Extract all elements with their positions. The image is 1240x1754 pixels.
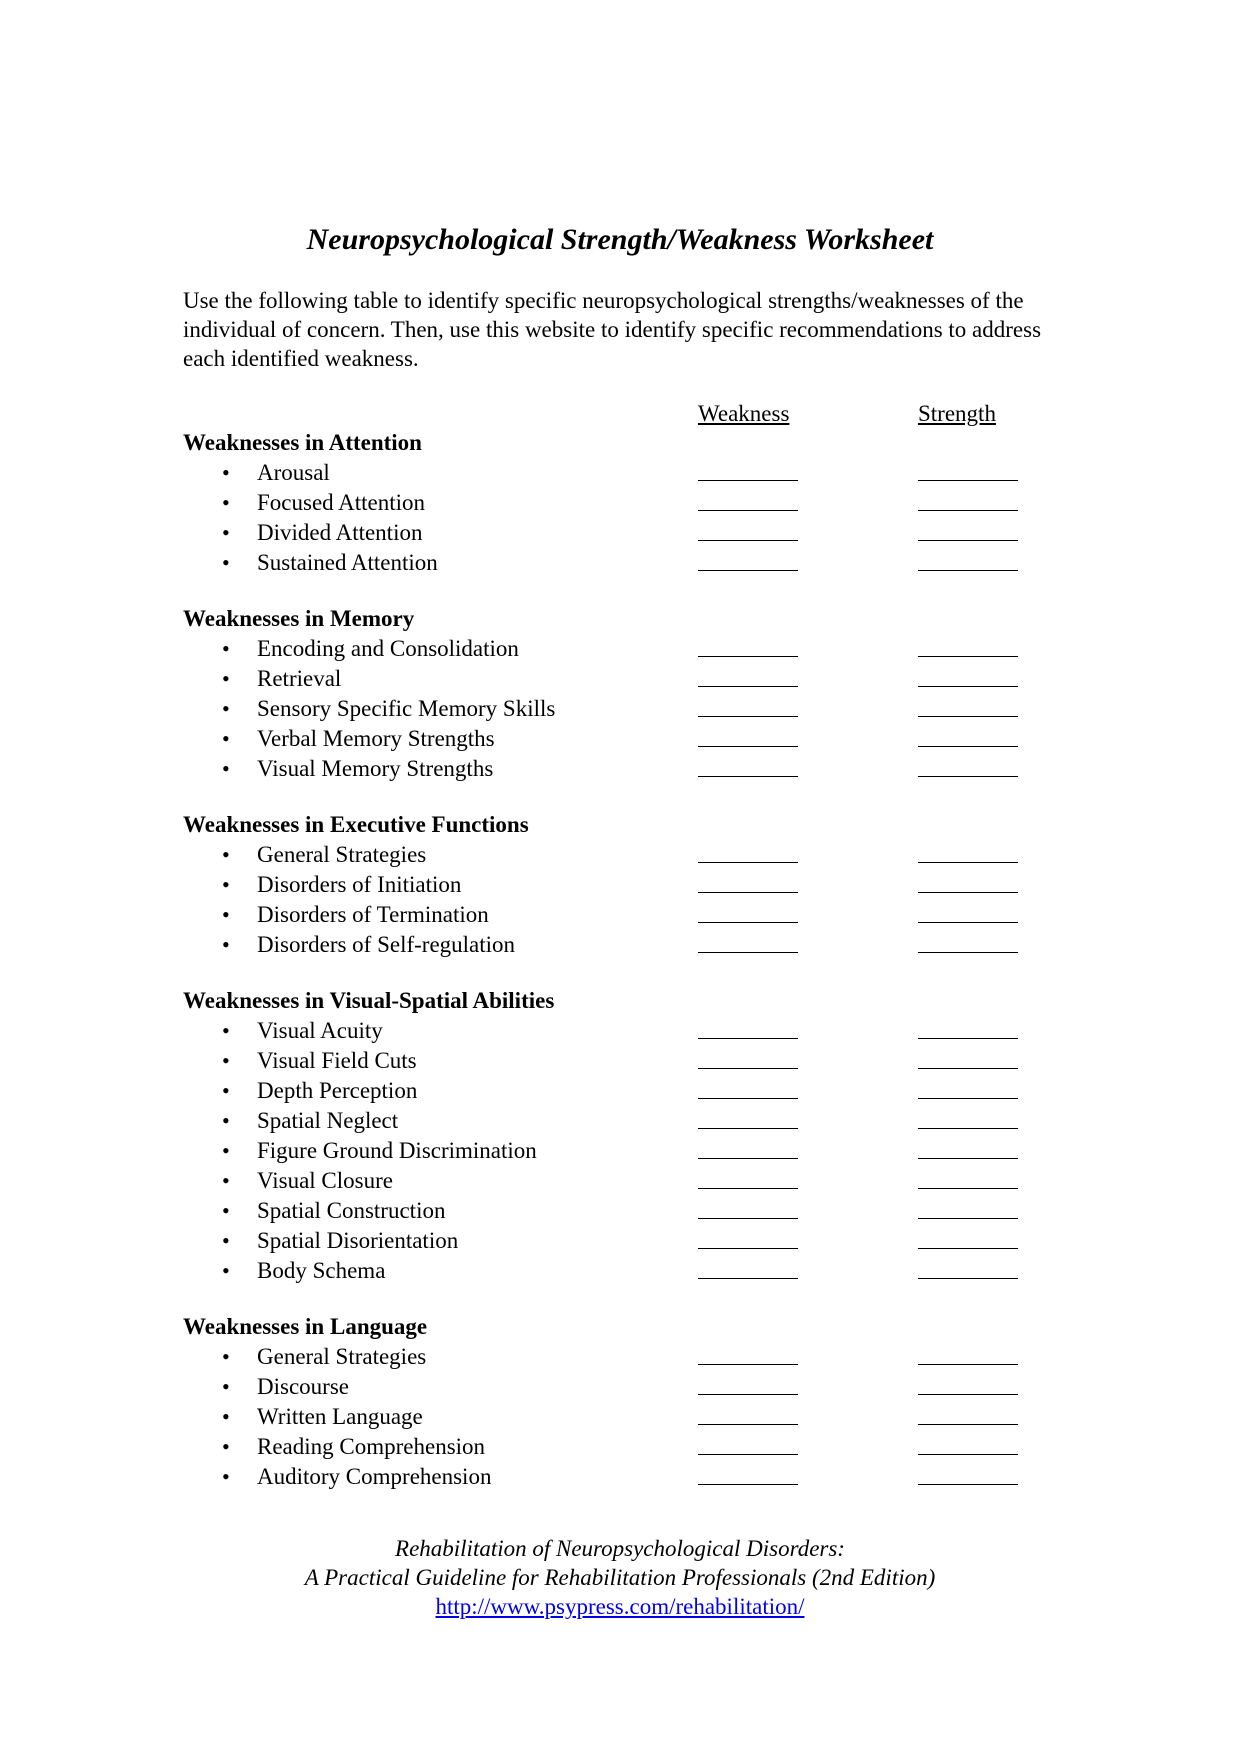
weakness-blank-line[interactable]	[698, 570, 798, 571]
citation-book-title: Rehabilitation of Neuropsychological Disorders:	[395, 1536, 845, 1561]
item-label: Body Schema	[257, 1258, 386, 1283]
worksheet-section	[0, 810, 1240, 960]
worksheet-section	[0, 986, 1240, 1286]
weakness-blank-line[interactable]	[698, 1098, 798, 1099]
worksheet-item-row	[0, 664, 1240, 694]
worksheet-item-row	[0, 754, 1240, 784]
item-label: Depth Perception	[257, 1078, 418, 1103]
weakness-blank-line[interactable]	[698, 1128, 798, 1129]
strength-blank-line[interactable]	[918, 776, 1018, 777]
weakness-blank-line[interactable]	[698, 686, 798, 687]
strength-blank-line[interactable]	[918, 656, 1018, 657]
worksheet-item-row	[0, 694, 1240, 724]
worksheet-item-row	[0, 1136, 1240, 1166]
worksheet-item-row	[0, 930, 1240, 960]
weakness-blank-line[interactable]	[698, 746, 798, 747]
item-label: Visual Acuity	[257, 1018, 383, 1043]
strength-blank-line[interactable]	[918, 922, 1018, 923]
weakness-blank-line[interactable]	[698, 922, 798, 923]
weakness-blank-line[interactable]	[698, 480, 798, 481]
bullet-icon: •	[222, 1138, 230, 1163]
section-title: Weaknesses in Executive Functions	[183, 812, 529, 837]
worksheet-section	[0, 1312, 1240, 1492]
section-title: Weaknesses in Attention	[183, 430, 422, 455]
strength-column-header: Strength	[918, 401, 996, 426]
bullet-icon: •	[222, 550, 230, 575]
worksheet-item-row	[0, 1076, 1240, 1106]
item-label: Reading Comprehension	[257, 1434, 486, 1459]
item-label: General Strategies	[257, 1344, 427, 1369]
bullet-icon: •	[222, 932, 230, 957]
strength-blank-line[interactable]	[918, 1424, 1018, 1425]
weakness-blank-line[interactable]	[698, 1424, 798, 1425]
item-label: Visual Closure	[257, 1168, 393, 1193]
worksheet-section	[0, 604, 1240, 784]
item-label: Figure Ground Discrimination	[257, 1138, 537, 1163]
strength-blank-line[interactable]	[918, 686, 1018, 687]
bullet-icon: •	[222, 490, 230, 515]
weakness-blank-line[interactable]	[698, 540, 798, 541]
strength-blank-line[interactable]	[918, 1128, 1018, 1129]
bullet-icon: •	[222, 520, 230, 545]
item-label: Sustained Attention	[257, 550, 438, 575]
item-label: Divided Attention	[257, 520, 423, 545]
item-label: Disorders of Self-regulation	[257, 932, 516, 957]
worksheet-item-row	[0, 1342, 1240, 1372]
strength-blank-line[interactable]	[918, 1454, 1018, 1455]
item-label: Encoding and Consolidation	[257, 636, 519, 661]
strength-blank-line[interactable]	[918, 540, 1018, 541]
item-label: General Strategies	[257, 842, 427, 867]
bullet-icon: •	[222, 636, 230, 661]
item-label: Visual Memory Strengths	[257, 756, 494, 781]
worksheet-item-row	[0, 840, 1240, 870]
worksheet-item-row	[0, 488, 1240, 518]
weakness-blank-line[interactable]	[698, 1038, 798, 1039]
worksheet-item-row	[0, 870, 1240, 900]
intro-paragraph: Use the following table to identify specific neuropsychological strengths/weaknesses of the individual of concern. Then, use this website to identify specific recommendations to address each identified weakness.	[183, 288, 1042, 371]
item-label: Auditory Comprehension	[257, 1464, 492, 1489]
weakness-blank-line[interactable]	[698, 1068, 798, 1069]
strength-blank-line[interactable]	[918, 746, 1018, 747]
weakness-blank-line[interactable]	[698, 1484, 798, 1485]
section-title: Weaknesses in Memory	[183, 606, 415, 631]
worksheet-item-row	[0, 518, 1240, 548]
strength-blank-line[interactable]	[918, 1278, 1018, 1279]
strength-blank-line[interactable]	[918, 892, 1018, 893]
strength-blank-line[interactable]	[918, 1394, 1018, 1395]
strength-blank-line[interactable]	[918, 1158, 1018, 1159]
bullet-icon: •	[222, 1048, 230, 1073]
weakness-blank-line[interactable]	[698, 510, 798, 511]
bullet-icon: •	[222, 666, 230, 691]
worksheet-item-row	[0, 1196, 1240, 1226]
strength-blank-line[interactable]	[918, 716, 1018, 717]
item-label: Arousal	[257, 460, 330, 485]
weakness-blank-line[interactable]	[698, 1364, 798, 1365]
worksheet-item-row	[0, 1432, 1240, 1462]
weakness-blank-line[interactable]	[698, 1188, 798, 1189]
bullet-icon: •	[222, 726, 230, 751]
worksheet-item-row	[0, 724, 1240, 754]
item-label: Written Language	[257, 1404, 423, 1429]
weakness-blank-line[interactable]	[698, 1248, 798, 1249]
strength-blank-line[interactable]	[918, 862, 1018, 863]
item-label: Disorders of Initiation	[257, 872, 462, 897]
worksheet-item-row	[0, 1372, 1240, 1402]
strength-blank-line[interactable]	[918, 952, 1018, 953]
page-title: Neuropsychological Strength/Weakness Worksheet	[306, 223, 934, 256]
bullet-icon: •	[222, 1464, 230, 1489]
worksheet-item-row	[0, 1106, 1240, 1136]
worksheet-item-row	[0, 634, 1240, 664]
strength-blank-line[interactable]	[918, 1218, 1018, 1219]
worksheet-item-row	[0, 1402, 1240, 1432]
worksheet-item-row	[0, 1226, 1240, 1256]
weakness-blank-line[interactable]	[698, 1278, 798, 1279]
weakness-blank-line[interactable]	[698, 656, 798, 657]
item-label: Discourse	[257, 1374, 349, 1399]
worksheet-item-row	[0, 1256, 1240, 1286]
item-label: Disorders of Termination	[257, 902, 489, 927]
strength-blank-line[interactable]	[918, 480, 1018, 481]
weakness-blank-line[interactable]	[698, 1454, 798, 1455]
worksheet-item-row	[0, 1166, 1240, 1196]
worksheet-item-row	[0, 458, 1240, 488]
item-label: Retrieval	[257, 666, 342, 691]
section-title: Weaknesses in Visual-Spatial Abilities	[183, 988, 555, 1013]
worksheet-item-row	[0, 1462, 1240, 1492]
bullet-icon: •	[222, 756, 230, 781]
worksheet-item-row	[0, 900, 1240, 930]
bullet-icon: •	[222, 696, 230, 721]
strength-blank-line[interactable]	[918, 1068, 1018, 1069]
citation-link[interactable]: http://www.psypress.com/rehabilitation/	[435, 1594, 805, 1619]
strength-blank-line[interactable]	[918, 1098, 1018, 1099]
bullet-icon: •	[222, 1108, 230, 1133]
weakness-blank-line[interactable]	[698, 716, 798, 717]
strength-blank-line[interactable]	[918, 1188, 1018, 1189]
bullet-icon: •	[222, 1404, 230, 1429]
bullet-icon: •	[222, 1078, 230, 1103]
weakness-blank-line[interactable]	[698, 862, 798, 863]
strength-blank-line[interactable]	[918, 510, 1018, 511]
item-label: Verbal Memory Strengths	[257, 726, 495, 751]
item-label: Spatial Construction	[257, 1198, 446, 1223]
strength-blank-line[interactable]	[918, 1484, 1018, 1485]
bullet-icon: •	[222, 842, 230, 867]
bullet-icon: •	[222, 1168, 230, 1193]
weakness-blank-line[interactable]	[698, 1158, 798, 1159]
worksheet-section	[0, 428, 1240, 578]
citation-subtitle: A Practical Guideline for Rehabilitation Professionals (2nd Edition)	[304, 1565, 936, 1590]
bullet-icon: •	[222, 1434, 230, 1459]
worksheet-item-row	[0, 1016, 1240, 1046]
bullet-icon: •	[222, 902, 230, 927]
bullet-icon: •	[222, 1374, 230, 1399]
bullet-icon: •	[222, 1018, 230, 1043]
weakness-blank-line[interactable]	[698, 892, 798, 893]
section-title: Weaknesses in Language	[183, 1314, 428, 1339]
weakness-column-header: Weakness	[698, 401, 790, 426]
citation-footer	[0, 1534, 1240, 1621]
worksheet-item-row	[0, 548, 1240, 578]
weakness-blank-line[interactable]	[698, 1218, 798, 1219]
weakness-blank-line[interactable]	[698, 952, 798, 953]
strength-blank-line[interactable]	[918, 1038, 1018, 1039]
item-label: Spatial Neglect	[257, 1108, 399, 1133]
item-label: Visual Field Cuts	[257, 1048, 417, 1073]
bullet-icon: •	[222, 460, 230, 485]
bullet-icon: •	[222, 1344, 230, 1369]
bullet-icon: •	[222, 1258, 230, 1283]
bullet-icon: •	[222, 1228, 230, 1253]
item-label: Spatial Disorientation	[257, 1228, 459, 1253]
worksheet-item-row	[0, 1046, 1240, 1076]
item-label: Focused Attention	[257, 490, 426, 515]
weakness-blank-line[interactable]	[698, 776, 798, 777]
strength-blank-line[interactable]	[918, 1248, 1018, 1249]
weakness-blank-line[interactable]	[698, 1394, 798, 1395]
bullet-icon: •	[222, 872, 230, 897]
bullet-icon: •	[222, 1198, 230, 1223]
strength-blank-line[interactable]	[918, 1364, 1018, 1365]
strength-blank-line[interactable]	[918, 570, 1018, 571]
worksheet-sections	[0, 428, 1240, 1518]
item-label: Sensory Specific Memory Skills	[257, 696, 556, 721]
